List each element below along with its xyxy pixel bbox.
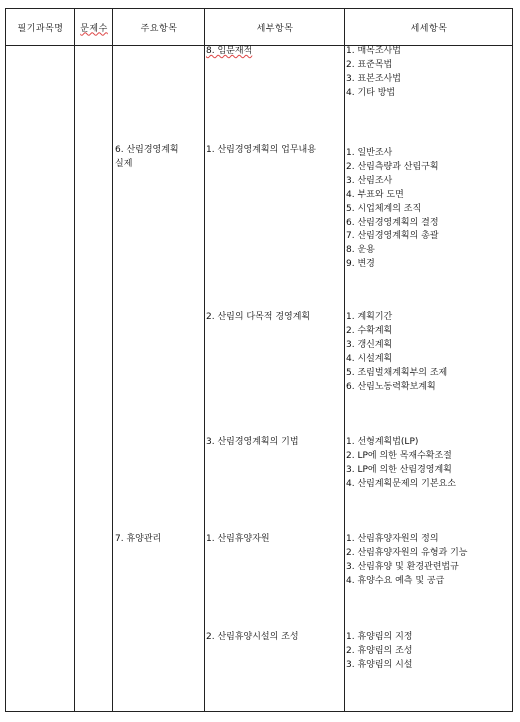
detail-list	[346, 436, 456, 492]
header-question-count	[75, 9, 113, 45]
list-item: 2. 표준목법	[346, 59, 393, 70]
list-item: 5. 시업체계의 조직	[346, 203, 422, 214]
list-item: 1. 일반조사	[346, 148, 393, 158]
list-item: 1. 선형계획법(LP)	[346, 437, 419, 447]
list-item: 1. 휴양림의 지정	[346, 632, 413, 642]
sub-item	[206, 45, 252, 59]
list-item: 3. 산림휴양 및 환경관련법규	[346, 561, 459, 572]
sub-item-text: 8. 임분재적	[206, 46, 253, 56]
header-subject-name: 필기과목명	[17, 23, 64, 34]
main-item-line: 실제	[115, 158, 133, 169]
sub-item: 1. 산림경영계획의 업무내용	[206, 145, 316, 155]
list-item: 1. 계획기간	[346, 312, 393, 322]
syllabus-table	[5, 8, 513, 712]
table-header-row	[6, 9, 512, 46]
column-divider	[344, 9, 345, 711]
detail-list	[346, 533, 468, 589]
column-divider	[204, 9, 205, 711]
header-sub-item: 세부항목	[256, 23, 294, 34]
list-item: 3. 휴양림의 시설	[346, 659, 413, 670]
list-item: 5. 조림벌채계획부의 조제	[346, 367, 448, 378]
list-item: 6. 산림경영계획의 결정	[346, 217, 439, 228]
detail-list	[346, 311, 447, 394]
list-item: 3. LP에 의한 산림경영계획	[346, 464, 452, 475]
main-item: 7. 휴양관리	[115, 534, 162, 544]
list-item: 2. 휴양림의 조성	[346, 645, 413, 656]
detail-list	[346, 45, 401, 101]
list-item: 2. 산림휴양자원의 유형과 기능	[346, 547, 468, 558]
main-item-line: 6. 산림경영계획	[115, 145, 179, 155]
list-item: 1. 산림휴양자원의 정의	[346, 534, 439, 544]
list-item: 4. 부표와 도면	[346, 189, 404, 200]
list-item: 4. 휴양수요 예측 및 공급	[346, 575, 445, 586]
sub-item: 2. 산림의 다목적 경영계획	[206, 312, 311, 322]
list-item: 1. 매목조사법	[346, 46, 401, 56]
list-item: 4. 산림계획문제의 기본요소	[346, 478, 456, 489]
header-main-item: 주요항목	[140, 23, 178, 34]
detail-list	[346, 631, 412, 673]
list-item: 7. 산림경영계획의 총괄	[346, 231, 439, 242]
detail-list	[346, 147, 439, 272]
list-item: 9. 변경	[346, 259, 375, 270]
header-question-count-text: 문제수	[80, 23, 108, 34]
list-item: 6. 산림노동력확보계획	[346, 381, 436, 392]
column-divider	[74, 9, 75, 711]
list-item: 3. 갱신계획	[346, 339, 393, 350]
list-item: 2. 수확계획	[346, 325, 393, 336]
sub-item: 3. 산림경영계획의 기법	[206, 437, 299, 447]
list-item: 2. 산림측량과 산림구획	[346, 161, 439, 172]
sub-item: 1. 산림휴양자원	[206, 534, 270, 544]
list-item: 8. 운용	[346, 245, 375, 256]
list-item: 3. 산림조사	[346, 175, 393, 186]
header-detail-item: 세세항목	[410, 23, 448, 34]
sub-item: 2. 산림휴양시설의 조성	[206, 632, 299, 642]
list-item: 2. LP에 의한 목재수확조절	[346, 450, 452, 461]
column-divider	[112, 9, 113, 711]
list-item: 3. 표본조사법	[346, 73, 401, 84]
list-item: 4. 기타 방법	[346, 87, 396, 98]
list-item: 4. 시설계획	[346, 353, 393, 364]
main-item	[115, 144, 179, 172]
